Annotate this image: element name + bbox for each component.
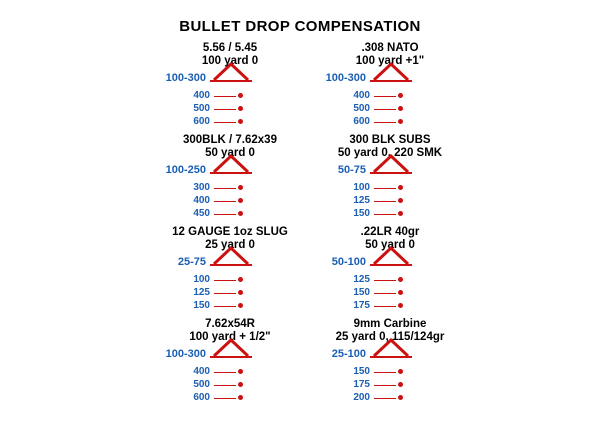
tick-dot (238, 106, 243, 111)
reticle-diagram (310, 346, 470, 404)
chart-row (150, 316, 470, 408)
tick-line (214, 188, 236, 189)
reticle-cell-12-gauge-slug (150, 224, 310, 316)
zero-label: 50 yard 0 (205, 147, 255, 159)
tick-line (374, 280, 396, 281)
page-title: BULLET DROP COMPENSATION (179, 18, 421, 35)
tick-line (214, 398, 236, 399)
tick-row (310, 287, 430, 299)
tick-dot (398, 93, 403, 98)
zero-label: 50 yard 0, 220 SMK (337, 147, 443, 159)
tick-label: 500 (193, 103, 210, 114)
tick-label: 150 (353, 208, 370, 219)
tick-line (214, 122, 236, 123)
tick-line (374, 109, 396, 110)
tick-dot (398, 382, 403, 387)
tick-line (374, 306, 396, 307)
tick-row (150, 300, 270, 312)
chevron-icon (212, 246, 250, 265)
tick-dot (398, 395, 403, 400)
tick-label: 100 (353, 182, 370, 193)
reticle-cell-22lr (310, 224, 470, 316)
main-range-label: 100-300 (165, 348, 206, 360)
tick-label: 400 (193, 90, 210, 101)
tick-line (374, 293, 396, 294)
tick-dot (398, 185, 403, 190)
tick-label: 600 (193, 392, 210, 403)
tick-line (214, 293, 236, 294)
tick-label: 450 (193, 208, 210, 219)
tick-line (374, 122, 396, 123)
chevron-icon (372, 246, 410, 265)
tick-line (214, 372, 236, 373)
reticle-cell-300-blk-subs (310, 132, 470, 224)
tick-line (214, 214, 236, 215)
main-range-label: 50-100 (331, 256, 366, 268)
caliber-label: 300 BLK SUBS (349, 134, 431, 146)
tick-line (214, 109, 236, 110)
caliber-label: 12 GAUGE 1oz SLUG (172, 226, 288, 238)
caliber-label: .22LR 40gr (360, 226, 420, 238)
tick-label: 300 (193, 182, 210, 193)
tick-line (374, 385, 396, 386)
caliber-label: 300BLK / 7.62x39 (183, 134, 277, 146)
tick-row (150, 208, 270, 220)
tick-label: 150 (353, 287, 370, 298)
tick-label: 500 (193, 379, 210, 390)
tick-row (310, 208, 430, 220)
tick-line (374, 398, 396, 399)
tick-label: 500 (353, 103, 370, 114)
tick-row (310, 366, 430, 378)
tick-row (150, 182, 270, 194)
tick-label: 125 (353, 195, 370, 206)
reticle-diagram (150, 254, 310, 312)
main-range-label: 100-300 (165, 72, 206, 84)
reticle-grid (150, 40, 470, 408)
chevron-icon (212, 154, 250, 173)
tick-row (150, 116, 270, 128)
tick-label: 400 (193, 195, 210, 206)
chart-row (150, 40, 470, 132)
tick-row (310, 195, 430, 207)
tick-dot (238, 198, 243, 203)
zero-label: 50 yard 0 (365, 239, 415, 251)
tick-dot (238, 277, 243, 282)
tick-dot (238, 93, 243, 98)
reticle-cell-308-nato (310, 40, 470, 132)
caliber-label: 7.62x54R (205, 318, 255, 330)
tick-row (310, 300, 430, 312)
tick-row (310, 90, 430, 102)
tick-row (310, 103, 430, 115)
tick-label: 175 (353, 379, 370, 390)
reticle-cell-300blk-762x39 (150, 132, 310, 224)
reticle-diagram (310, 70, 470, 128)
tick-row (150, 392, 270, 404)
tick-label: 175 (353, 300, 370, 311)
tick-row (310, 182, 430, 194)
reticle-cell-5-56-5-45 (150, 40, 310, 132)
tick-dot (398, 290, 403, 295)
chevron-icon (372, 338, 410, 357)
tick-dot (398, 369, 403, 374)
tick-dot (238, 211, 243, 216)
main-range-label: 50-75 (337, 164, 366, 176)
caliber-label: 5.56 / 5.45 (202, 42, 258, 54)
tick-line (214, 385, 236, 386)
tick-line (374, 96, 396, 97)
tick-label: 125 (353, 274, 370, 285)
tick-label: 600 (353, 116, 370, 127)
tick-label: 150 (193, 300, 210, 311)
main-range-label: 25-75 (177, 256, 206, 268)
tick-dot (398, 277, 403, 282)
tick-label: 600 (193, 116, 210, 127)
caliber-label: .308 NATO (361, 42, 419, 54)
reticle-diagram (150, 70, 310, 128)
chevron-icon (372, 154, 410, 173)
tick-line (374, 201, 396, 202)
tick-dot (238, 382, 243, 387)
zero-label: 25 yard 0 (205, 239, 255, 251)
reticle-diagram (150, 346, 310, 404)
tick-label: 150 (353, 366, 370, 377)
reticle-cell-9mm-carbine (310, 316, 470, 408)
tick-line (374, 214, 396, 215)
zero-label: 100 yard + 1/2" (189, 331, 271, 343)
zero-label: 25 yard 0, 115/124gr (335, 331, 445, 343)
tick-row (150, 90, 270, 102)
tick-label: 125 (193, 287, 210, 298)
tick-row (150, 274, 270, 286)
tick-dot (238, 290, 243, 295)
reticle-diagram (310, 254, 470, 312)
chevron-icon (212, 338, 250, 357)
tick-dot (398, 106, 403, 111)
tick-line (374, 188, 396, 189)
chart-row (150, 132, 470, 224)
tick-row (150, 195, 270, 207)
chevron-icon (212, 62, 250, 81)
tick-row (150, 366, 270, 378)
tick-dot (398, 198, 403, 203)
tick-row (310, 392, 430, 404)
reticle-diagram (150, 162, 310, 220)
tick-dot (238, 185, 243, 190)
tick-line (374, 372, 396, 373)
tick-label: 200 (353, 392, 370, 403)
tick-row (150, 379, 270, 391)
tick-row (310, 116, 430, 128)
tick-dot (238, 369, 243, 374)
chevron-icon (372, 62, 410, 81)
tick-line (214, 280, 236, 281)
tick-label: 400 (193, 366, 210, 377)
main-range-label: 25-100 (331, 348, 366, 360)
main-range-label: 100-250 (165, 164, 206, 176)
caliber-label: 9mm Carbine (353, 318, 427, 330)
main-range-label: 100-300 (325, 72, 366, 84)
tick-row (150, 103, 270, 115)
zero-label: 100 yard 0 (201, 55, 259, 67)
tick-dot (398, 303, 403, 308)
tick-dot (398, 119, 403, 124)
tick-label: 400 (353, 90, 370, 101)
chart-row (150, 224, 470, 316)
tick-line (214, 306, 236, 307)
tick-dot (238, 303, 243, 308)
tick-dot (398, 211, 403, 216)
reticle-cell-762x54r (150, 316, 310, 408)
zero-label: 100 yard +1" (355, 55, 425, 67)
tick-line (214, 201, 236, 202)
reticle-diagram (310, 162, 470, 220)
tick-row (310, 379, 430, 391)
tick-label: 100 (193, 274, 210, 285)
tick-dot (238, 395, 243, 400)
tick-line (214, 96, 236, 97)
tick-row (150, 287, 270, 299)
tick-dot (238, 119, 243, 124)
tick-row (310, 274, 430, 286)
